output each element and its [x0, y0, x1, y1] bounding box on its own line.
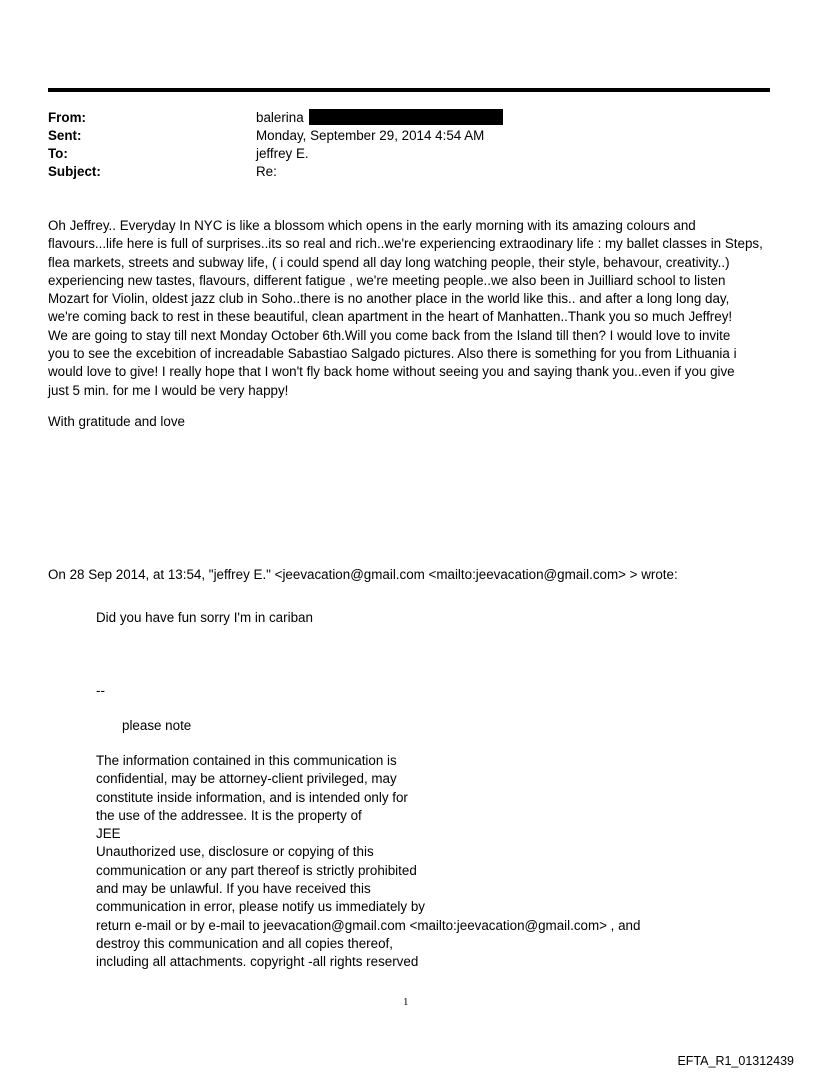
disclaimer-line: including all attachments. copyright -all rights reserved — [96, 954, 419, 970]
body-line: Oh Jeffrey.. Everyday In NYC is like a blossom which opens in the early morning with its amazing colours and — [48, 218, 696, 233]
body-line: flavours...life here is full of surprises..its so real and rich..we're experiencing extraodinary life : my ballet classes in Steps, — [48, 236, 763, 252]
header-rule — [48, 88, 770, 92]
disclaimer-line: The information contained in this communication is — [96, 753, 397, 768]
to-value: jeffrey E. — [256, 146, 309, 161]
page-number: 1 — [403, 996, 409, 1008]
closing: With gratitude and love — [48, 414, 185, 429]
disclaimer-line: destroy this communication and all copies thereof, — [96, 935, 393, 951]
body-line: flea markets, streets and subway life, ( i could spend all day long watching people, their style, behavour, creativity..) — [48, 254, 730, 270]
sent-label: Sent: — [48, 128, 82, 143]
body-line: experiencing new tastes, flavours, different fatigue , we're meeting people..we also been in Juilliard school to listen — [48, 272, 726, 288]
message-body — [48, 217, 763, 400]
body-line: Mozart for Violin, oldest jazz club in Soho..there is no another place in the world like this.. and after a long long day, — [48, 291, 730, 307]
body-line: We are going to stay till next Monday October 6th.Will you come back from the Island till then? I would love to invite — [48, 327, 731, 343]
sent-value: Monday, September 29, 2014 4:54 AM — [256, 128, 485, 143]
redaction-bar — [309, 109, 503, 125]
signature-separator: -- — [96, 683, 105, 698]
disclaimer-line: communication or any part thereof is strictly prohibited — [96, 862, 417, 878]
bates-number: EFTA_R1_01312439 — [677, 1054, 794, 1068]
disclaimer-line: and may be unlawful. If you have received this — [96, 881, 371, 897]
subject-label: Subject: — [48, 164, 101, 179]
disclaimer-line: constitute inside information, and is intended only for — [96, 789, 408, 805]
disclaimer-line: confidential, may be attorney-client privileged, may — [96, 771, 397, 787]
sender-name: balerina — [256, 110, 304, 125]
disclaimer-line: the use of the addressee. It is the property of — [96, 807, 362, 823]
body-line: you to see the excebition of increadable Sabastiao Salgado pictures. Also there is something for you from Lithuania i — [48, 346, 737, 362]
from-value — [256, 109, 503, 127]
body-line: we're coming back to rest in these beautiful, clean apartment in the heart of Manhatten..Thank you so much Jeffrey! — [48, 309, 733, 325]
quoted-message: Did you have fun sorry I'm in cariban — [96, 610, 313, 625]
quote-attribution: On 28 Sep 2014, at 13:54, "jeffrey E." <jeevacation@gmail.com <mailto:jeevacation@gmail.com> > wrote: — [48, 567, 678, 582]
disclaimer-line: JEE — [96, 826, 121, 842]
body-line: would love to give! I really hope that I won't fly back home without seeing you and saying thank you..even if you give — [48, 364, 735, 380]
disclaimer-line: return e-mail or by e-mail to jeevacation@gmail.com <mailto:jeevacation@gmail.com> , and — [96, 917, 641, 933]
disclaimer-line: Unauthorized use, disclosure or copying of this — [96, 844, 374, 860]
disclaimer-line: communication in error, please notify us immediately by — [96, 899, 425, 915]
to-label: To: — [48, 146, 68, 161]
from-label: From: — [48, 110, 86, 125]
please-note: please note — [122, 718, 192, 733]
disclaimer — [96, 752, 640, 972]
subject-value: Re: — [256, 164, 277, 179]
body-line: just 5 min. for me I would be very happy! — [48, 382, 289, 398]
